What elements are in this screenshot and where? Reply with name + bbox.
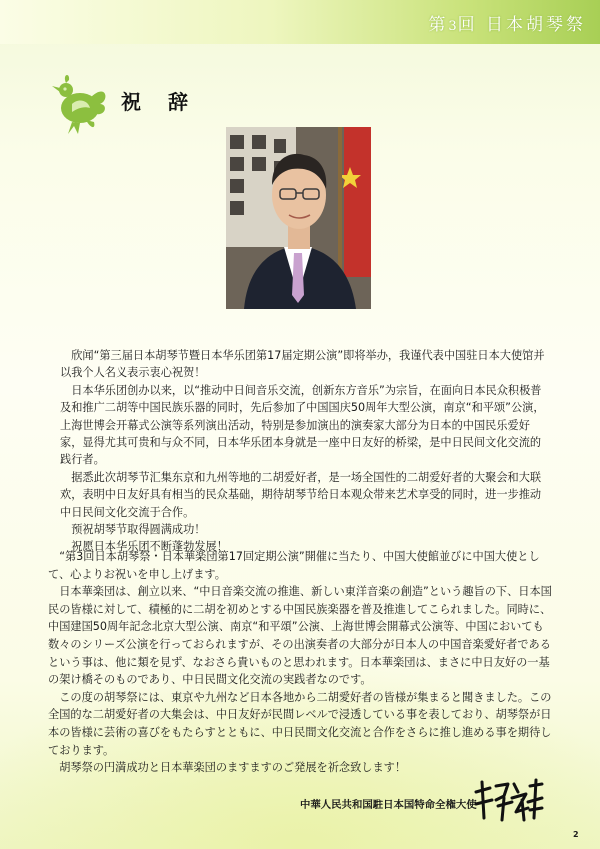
chinese-paragraph: 欣闻“第三届日本胡琴节暨日本华乐团第17届定期公演”即将举办，我谨代表中国驻日本大使馆并以我个人名义表示衷心祝贺！ <box>60 349 545 380</box>
chinese-message <box>60 347 550 556</box>
page-number: 2 <box>573 830 579 839</box>
event-title <box>428 10 586 35</box>
chinese-paragraph: 预祝胡琴节取得圆满成功！ <box>71 523 206 537</box>
event-title-suffix: 回 日本胡琴祭 <box>457 15 586 35</box>
event-title-number: 3 <box>448 19 458 34</box>
japanese-paragraph: 胡琴祭の円満成功と日本華楽団のますますのご発展を祈念致します！ <box>59 761 407 775</box>
japanese-paragraph: “第3回日本胡琴祭・日本華楽団第17回定期公演”開催に当たり、中国大使館並びに中国大使として、心よりお祝いを申し上げます。 <box>48 550 540 581</box>
japanese-paragraph: この度の胡琴祭には、東京や九州など日本各地から二胡愛好者の皆様が集まると聞きました。この全国的な二胡愛好者の大集会は、中日友好が民間レベルで浸透している事を表しており、胡琴祭が日本の皆様に芸術の喜びをもたらすとともに、中日民間文化交流と合作をさらに推し進める事を期待しております。 <box>48 690 552 757</box>
signer-title: 中華人民共和国駐日本国特命全権大使 <box>300 799 477 811</box>
chinese-paragraph: 日本华乐团创办以来，以“推动中日间音乐交流，创新东方音乐”为宗旨，在面向日本民众积极普及和推广二胡等中国民族乐器的同时，先后参加了中国国庆50周年大型公演，南京“和平颂”公演，上海世博会开幕式公演等系列演出活动，特别是参加演出的演奏家大部分为日本的中国民乐爱好家，显得尤其可贵和与众不同，日本华乐团本身就是一座中日友好的桥梁，是中日民间文化交流的践行者。 <box>60 383 545 467</box>
chinese-paragraph: 祝愿日本华乐团不断蓬勃发展！ <box>71 540 228 554</box>
chinese-paragraph: 据悉此次胡琴节汇集东京和九州等地的二胡爱好者，是一场全国性的二胡爱好者的大聚会和大联欢，表明中日友好具有相当的民众基础，期待胡琴节给日本观众带来艺术享受的同时，进一步推动中日民间文化交流于合作。 <box>60 470 542 519</box>
portrait-photo <box>226 127 371 309</box>
green-phoenix-emblem-icon <box>50 70 110 136</box>
japanese-message <box>48 548 553 777</box>
japanese-paragraph: 日本華楽団は、創立以来、“中日音楽交流の推進、新しい東洋音楽の創造”という趣旨の下、日本国民の皆様に対して、積極的に二胡を初めとする中国民族楽器を普及推進してこられました。同時に、中国建国50周年記念北京大型公演、南京“和平頌”公演、上海世博会開幕式公演等、中国においても数々のシリーズ公演を行っておられますが、その出演奏者の大部分が日本人の中国音楽愛好者であるという事は、他に類を見ず、なおさら貴いものと思われます。日本華楽団は、まさに中日友好の一基の架け橋そのものであり、中日民間文化交流の実践者なのです。 <box>48 585 552 687</box>
section-title: 祝 辞 <box>121 90 198 114</box>
handwritten-signature <box>472 778 544 824</box>
event-title-prefix: 第 <box>428 15 449 35</box>
